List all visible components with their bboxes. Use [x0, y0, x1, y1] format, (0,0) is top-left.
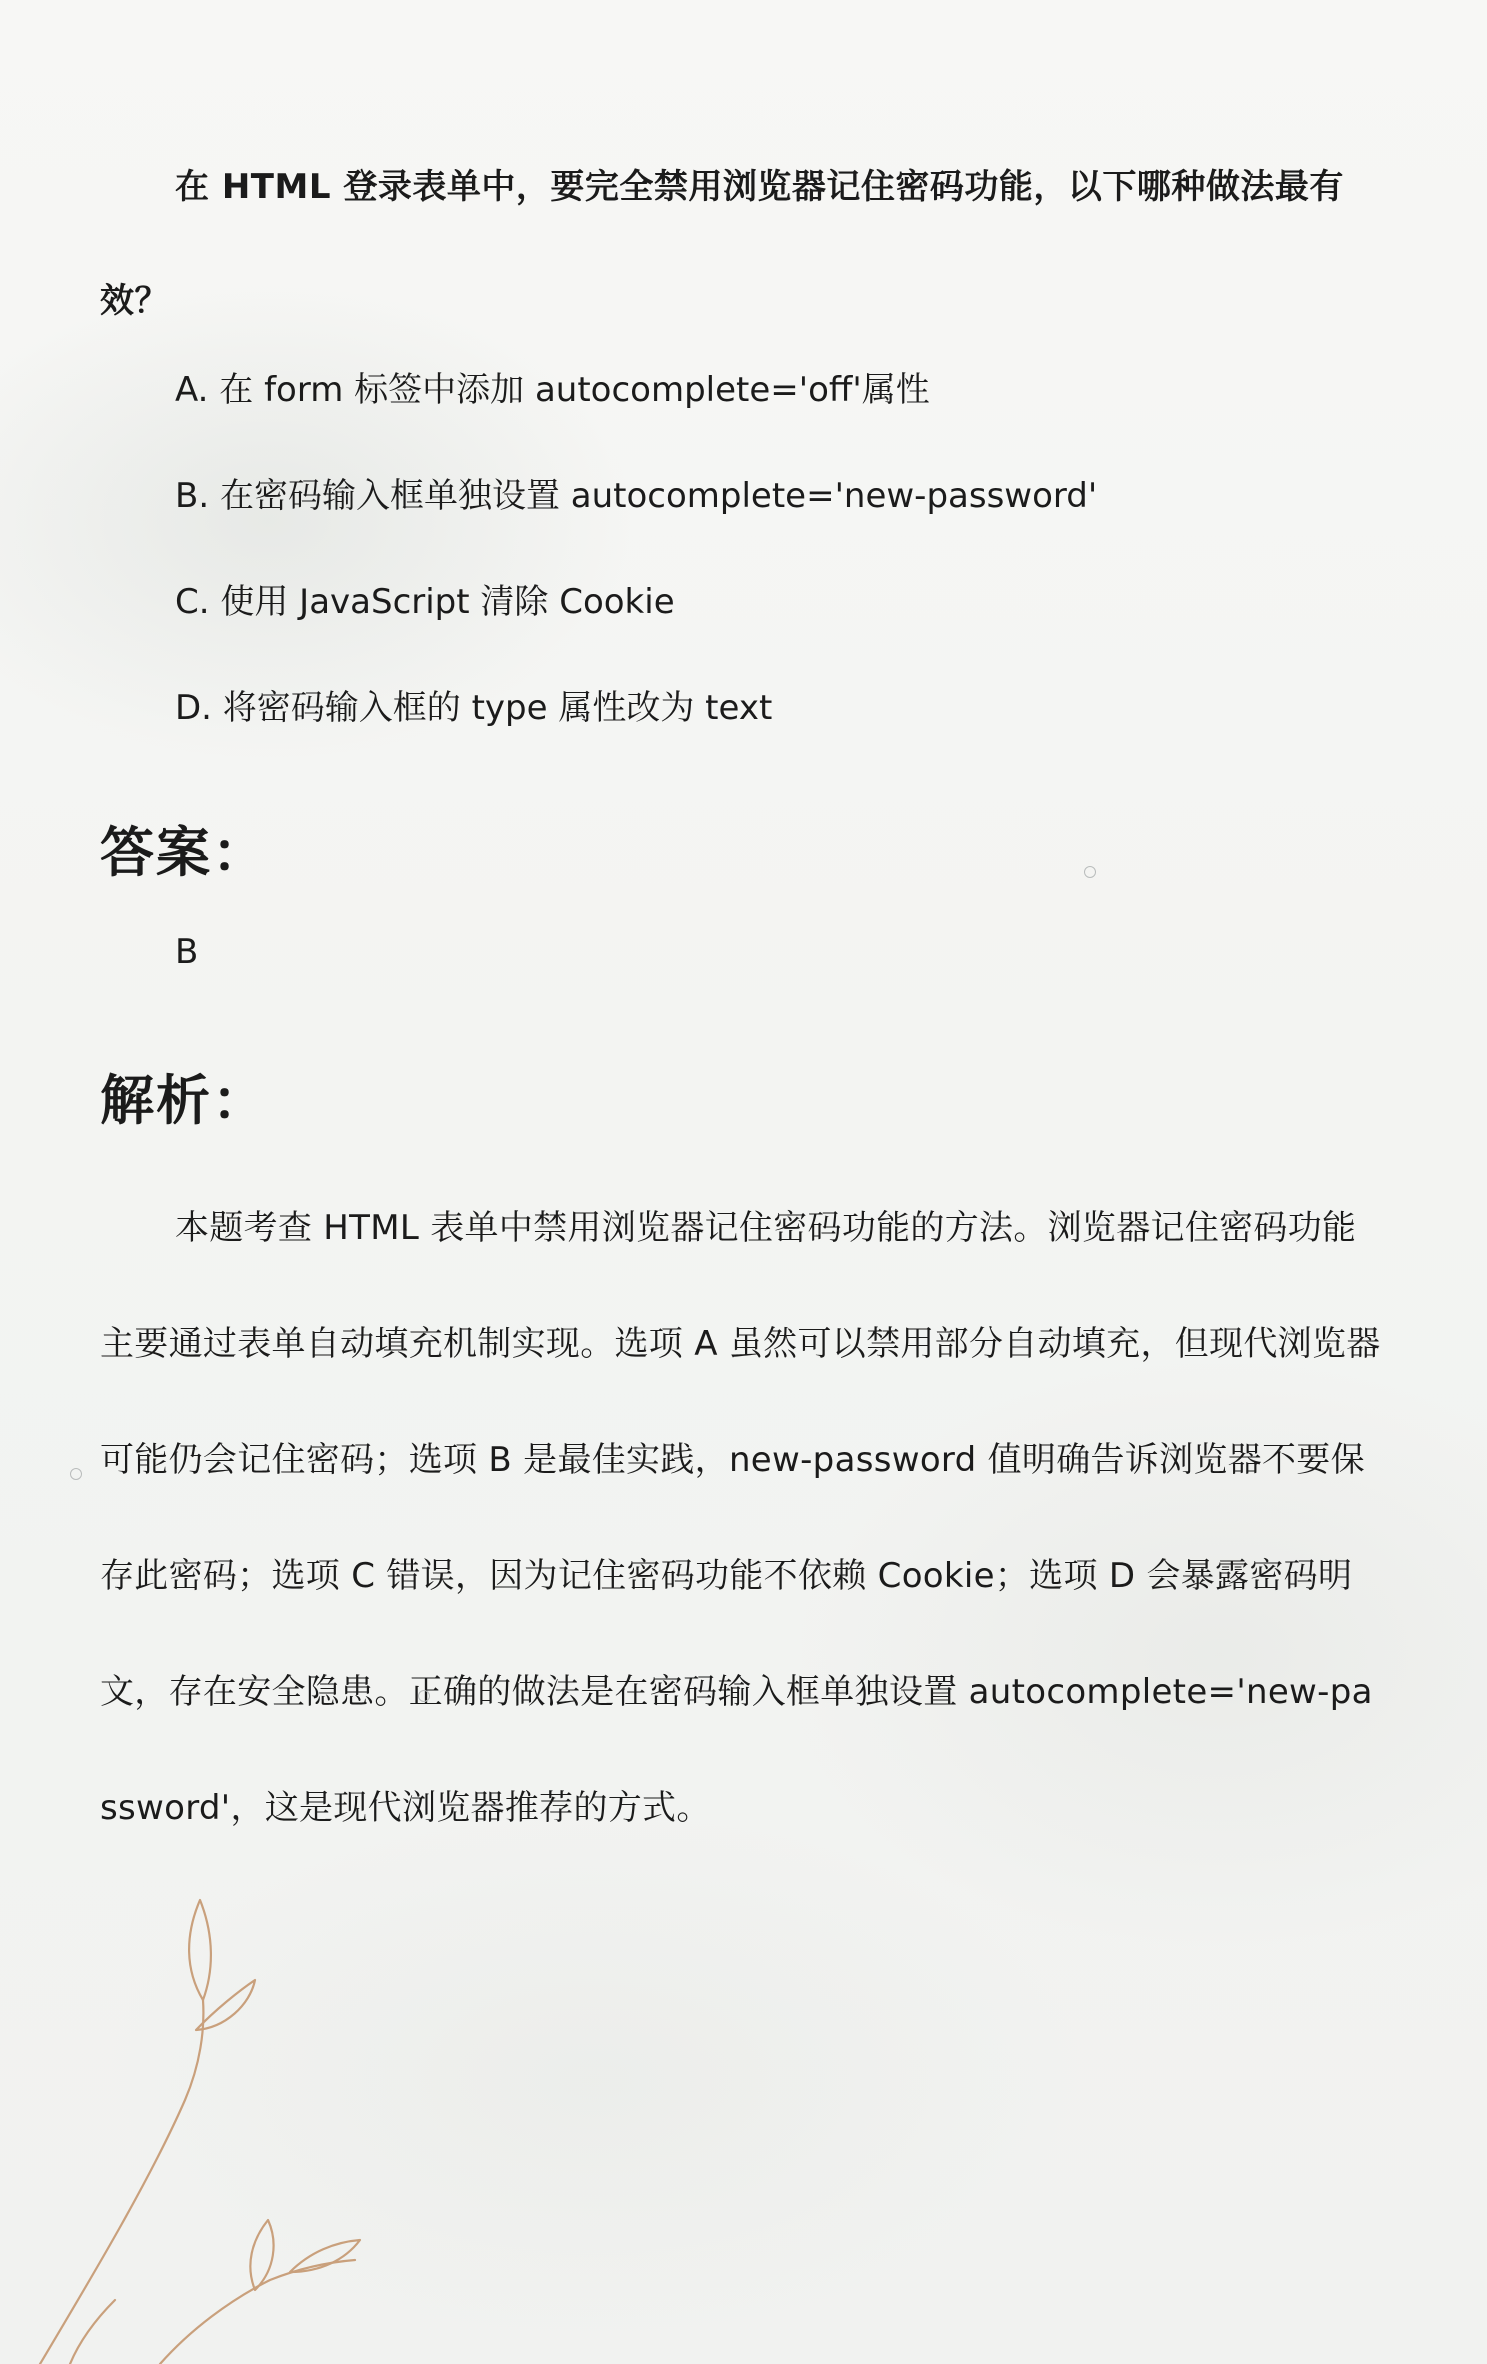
- leaf-branch-icon: [0, 1880, 420, 2364]
- analysis-heading: 解析：: [100, 1069, 268, 1132]
- options-list: [175, 360, 1375, 784]
- decorative-dot: [418, 1690, 430, 1702]
- option-d: D. 将密码输入框的 type 属性改为 text: [175, 688, 773, 728]
- answer-heading: 答案：: [100, 821, 268, 884]
- option-a: A. 在 form 标签中添加 autocomplete='off'属性: [175, 370, 930, 410]
- option-b: B. 在密码输入框单独设置 autocomplete='new-password': [175, 476, 1098, 516]
- analysis-text: 本题考查 HTML 表单中禁用浏览器记住密码功能的方法。浏览器记住密码功能主要通过表单自动填充机制实现。选项 A 虽然可以禁用部分自动填充，但现代浏览器可能仍会记住密码；选项 B 是最佳实践，new-password 值明确告诉浏览器不要保存此密码；选项 C 错误，因为记住密码功能不依赖 Cookie；选项 D 会暴露密码明文，存在安全隐患。正确的做法是在密码输入框单独设置 autocomplete='new-password'，这是现代浏览器推荐的方式。: [100, 1208, 1381, 1828]
- decorative-dot: [70, 1468, 82, 1480]
- decorative-dot: [1084, 866, 1096, 878]
- answer-value: B: [175, 932, 199, 972]
- option-c: C. 使用 JavaScript 清除 Cookie: [175, 582, 675, 622]
- question-text: 在 HTML 登录表单中，要完全禁用浏览器记住密码功能，以下哪种做法最有效？: [100, 167, 1344, 321]
